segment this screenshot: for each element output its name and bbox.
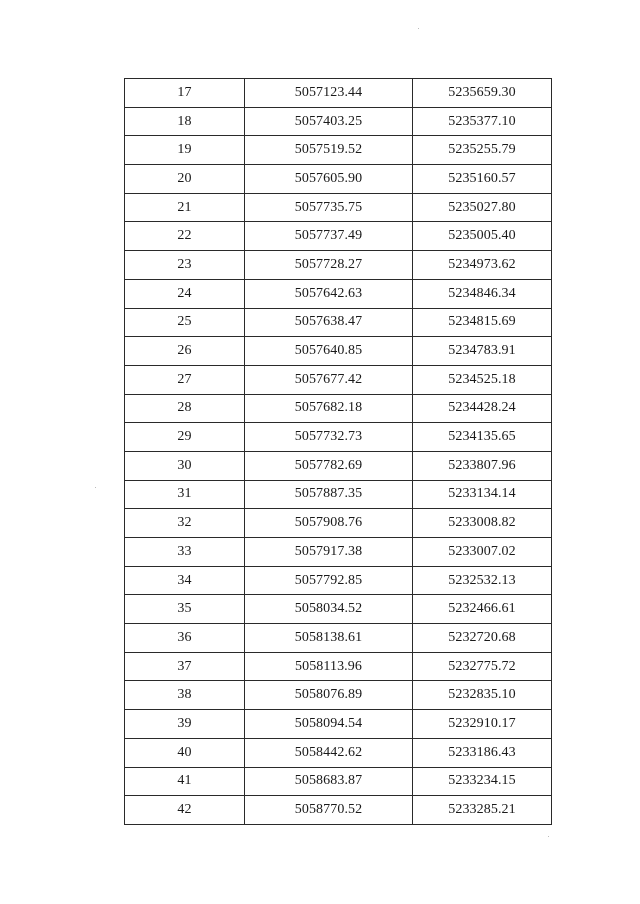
y-coordinate-cell: 5232910.17 bbox=[413, 710, 552, 739]
point-number-cell: 18 bbox=[125, 107, 245, 136]
y-coordinate-cell: 5234428.24 bbox=[413, 394, 552, 423]
x-coordinate-cell: 5058138.61 bbox=[245, 624, 413, 653]
point-number-cell: 20 bbox=[125, 165, 245, 194]
table-row bbox=[125, 365, 552, 394]
y-coordinate-cell: 5235255.79 bbox=[413, 136, 552, 165]
point-number-cell: 31 bbox=[125, 480, 245, 509]
y-coordinate-cell: 5233007.02 bbox=[413, 538, 552, 567]
x-coordinate-cell: 5057908.76 bbox=[245, 509, 413, 538]
y-coordinate-cell: 5235377.10 bbox=[413, 107, 552, 136]
y-coordinate-cell: 5235005.40 bbox=[413, 222, 552, 251]
table-row bbox=[125, 251, 552, 280]
point-number-cell: 23 bbox=[125, 251, 245, 280]
point-number-cell: 25 bbox=[125, 308, 245, 337]
table-row bbox=[125, 79, 552, 108]
table-row bbox=[125, 279, 552, 308]
y-coordinate-cell: 5233008.82 bbox=[413, 509, 552, 538]
point-number-cell: 35 bbox=[125, 595, 245, 624]
scan-speck bbox=[418, 28, 419, 29]
x-coordinate-cell: 5057682.18 bbox=[245, 394, 413, 423]
point-number-cell: 39 bbox=[125, 710, 245, 739]
table-row bbox=[125, 337, 552, 366]
point-number-cell: 24 bbox=[125, 279, 245, 308]
table-row bbox=[125, 193, 552, 222]
point-number-cell: 41 bbox=[125, 767, 245, 796]
y-coordinate-cell: 5232835.10 bbox=[413, 681, 552, 710]
table-row bbox=[125, 480, 552, 509]
table-row bbox=[125, 222, 552, 251]
table-row bbox=[125, 681, 552, 710]
point-number-cell: 27 bbox=[125, 365, 245, 394]
point-number-cell: 19 bbox=[125, 136, 245, 165]
y-coordinate-cell: 5232466.61 bbox=[413, 595, 552, 624]
point-number-cell: 34 bbox=[125, 566, 245, 595]
table-row bbox=[125, 509, 552, 538]
x-coordinate-cell: 5057403.25 bbox=[245, 107, 413, 136]
x-coordinate-cell: 5057677.42 bbox=[245, 365, 413, 394]
x-coordinate-cell: 5058113.96 bbox=[245, 652, 413, 681]
y-coordinate-cell: 5232720.68 bbox=[413, 624, 552, 653]
table-row bbox=[125, 394, 552, 423]
scan-speck bbox=[95, 487, 96, 488]
x-coordinate-cell: 5058770.52 bbox=[245, 796, 413, 825]
point-number-cell: 17 bbox=[125, 79, 245, 108]
y-coordinate-cell: 5234973.62 bbox=[413, 251, 552, 280]
x-coordinate-cell: 5057519.52 bbox=[245, 136, 413, 165]
x-coordinate-cell: 5057123.44 bbox=[245, 79, 413, 108]
point-number-cell: 38 bbox=[125, 681, 245, 710]
table-row bbox=[125, 624, 552, 653]
point-number-cell: 40 bbox=[125, 738, 245, 767]
table-row bbox=[125, 107, 552, 136]
point-number-cell: 32 bbox=[125, 509, 245, 538]
x-coordinate-cell: 5058076.89 bbox=[245, 681, 413, 710]
table-row bbox=[125, 738, 552, 767]
point-number-cell: 37 bbox=[125, 652, 245, 681]
y-coordinate-cell: 5233186.43 bbox=[413, 738, 552, 767]
x-coordinate-cell: 5057640.85 bbox=[245, 337, 413, 366]
y-coordinate-cell: 5232532.13 bbox=[413, 566, 552, 595]
x-coordinate-cell: 5058094.54 bbox=[245, 710, 413, 739]
y-coordinate-cell: 5234815.69 bbox=[413, 308, 552, 337]
x-coordinate-cell: 5058683.87 bbox=[245, 767, 413, 796]
x-coordinate-cell: 5057732.73 bbox=[245, 423, 413, 452]
table-row bbox=[125, 423, 552, 452]
point-number-cell: 33 bbox=[125, 538, 245, 567]
x-coordinate-cell: 5057642.63 bbox=[245, 279, 413, 308]
y-coordinate-cell: 5235027.80 bbox=[413, 193, 552, 222]
table-row bbox=[125, 566, 552, 595]
coordinates-table bbox=[124, 78, 552, 825]
x-coordinate-cell: 5057638.47 bbox=[245, 308, 413, 337]
table-row bbox=[125, 710, 552, 739]
x-coordinate-cell: 5057735.75 bbox=[245, 193, 413, 222]
table-row bbox=[125, 767, 552, 796]
point-number-cell: 42 bbox=[125, 796, 245, 825]
point-number-cell: 22 bbox=[125, 222, 245, 251]
x-coordinate-cell: 5057605.90 bbox=[245, 165, 413, 194]
table-row bbox=[125, 308, 552, 337]
x-coordinate-cell: 5057887.35 bbox=[245, 480, 413, 509]
x-coordinate-cell: 5057728.27 bbox=[245, 251, 413, 280]
x-coordinate-cell: 5058442.62 bbox=[245, 738, 413, 767]
table-row bbox=[125, 595, 552, 624]
table-row bbox=[125, 796, 552, 825]
table-row bbox=[125, 136, 552, 165]
x-coordinate-cell: 5057782.69 bbox=[245, 451, 413, 480]
y-coordinate-cell: 5233807.96 bbox=[413, 451, 552, 480]
y-coordinate-cell: 5232775.72 bbox=[413, 652, 552, 681]
table-row bbox=[125, 451, 552, 480]
point-number-cell: 29 bbox=[125, 423, 245, 452]
point-number-cell: 28 bbox=[125, 394, 245, 423]
y-coordinate-cell: 5234525.18 bbox=[413, 365, 552, 394]
y-coordinate-cell: 5234135.65 bbox=[413, 423, 552, 452]
coordinates-table-body bbox=[125, 79, 552, 825]
point-number-cell: 30 bbox=[125, 451, 245, 480]
point-number-cell: 21 bbox=[125, 193, 245, 222]
y-coordinate-cell: 5234846.34 bbox=[413, 279, 552, 308]
x-coordinate-cell: 5058034.52 bbox=[245, 595, 413, 624]
point-number-cell: 36 bbox=[125, 624, 245, 653]
y-coordinate-cell: 5233234.15 bbox=[413, 767, 552, 796]
y-coordinate-cell: 5235160.57 bbox=[413, 165, 552, 194]
y-coordinate-cell: 5235659.30 bbox=[413, 79, 552, 108]
point-number-cell: 26 bbox=[125, 337, 245, 366]
y-coordinate-cell: 5233134.14 bbox=[413, 480, 552, 509]
table-row bbox=[125, 538, 552, 567]
table-row bbox=[125, 165, 552, 194]
x-coordinate-cell: 5057737.49 bbox=[245, 222, 413, 251]
y-coordinate-cell: 5233285.21 bbox=[413, 796, 552, 825]
x-coordinate-cell: 5057792.85 bbox=[245, 566, 413, 595]
scan-speck bbox=[548, 836, 549, 837]
table-row bbox=[125, 652, 552, 681]
x-coordinate-cell: 5057917.38 bbox=[245, 538, 413, 567]
y-coordinate-cell: 5234783.91 bbox=[413, 337, 552, 366]
